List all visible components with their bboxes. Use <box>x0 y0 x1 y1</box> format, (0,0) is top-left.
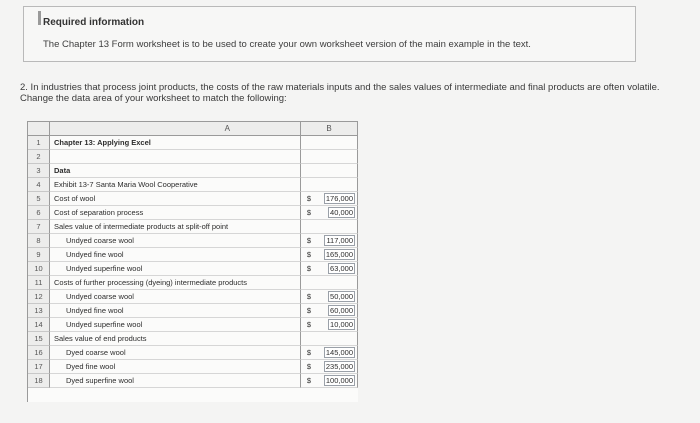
cell-a-label[interactable]: Cost of separation process <box>50 206 301 220</box>
value-input[interactable]: 100,000 <box>325 376 353 385</box>
cell-a-label[interactable]: Sales value of end products <box>50 332 301 346</box>
info-text: The Chapter 13 Form worksheet is to be used to create your own worksheet version of the main example in the text. <box>43 39 531 50</box>
cell-b-value[interactable] <box>317 192 358 206</box>
cell-b-value[interactable] <box>317 234 358 248</box>
cell-dollar-sign: $ <box>301 206 317 220</box>
cell-dollar-sign: $ <box>301 360 317 374</box>
value-input[interactable]: 10,000 <box>330 320 353 329</box>
cell-a-label[interactable] <box>50 150 301 164</box>
cell-dollar-sign: $ <box>301 248 317 262</box>
row-number[interactable]: 15 <box>28 332 50 346</box>
value-input[interactable]: 63,000 <box>330 264 353 273</box>
row-number[interactable]: 18 <box>28 374 50 388</box>
row-number[interactable]: 12 <box>28 290 50 304</box>
value-input[interactable]: 145,000 <box>325 348 353 357</box>
cell-b-value[interactable] <box>317 248 358 262</box>
row-number[interactable]: 17 <box>28 360 50 374</box>
value-input[interactable]: 40,000 <box>330 208 353 217</box>
row-number[interactable]: 7 <box>28 220 50 234</box>
row-number[interactable]: 2 <box>28 150 50 164</box>
row-number[interactable]: 13 <box>28 304 50 318</box>
cell-dollar-sign: $ <box>301 346 317 360</box>
worksheet <box>27 121 358 402</box>
cell-a-label[interactable]: Chapter 13: Applying Excel <box>50 136 301 150</box>
row-number[interactable]: 5 <box>28 192 50 206</box>
cell-dollar-sign <box>301 220 317 234</box>
corner-header <box>28 122 50 136</box>
cell-a-label[interactable]: Undyed fine wool <box>50 304 301 318</box>
question-text: 2. In industries that process joint products, the costs of the raw materials inputs and the sales values of intermediate and final products are often volatile. Change the data area of your worksheet to match the following: <box>20 82 660 104</box>
cell-a-label[interactable]: Exhibit 13-7 Santa Maria Wool Cooperative <box>50 178 301 192</box>
info-accent-bar <box>38 11 41 25</box>
cell-dollar-sign: $ <box>301 374 317 388</box>
cell-b-value[interactable] <box>317 304 358 318</box>
value-input[interactable]: 176,000 <box>325 194 353 203</box>
value-input[interactable]: 50,000 <box>330 292 353 301</box>
cell-b-value[interactable] <box>317 262 358 276</box>
row-number[interactable]: 14 <box>28 318 50 332</box>
cell-b-value[interactable] <box>317 178 358 192</box>
cell-a-label[interactable]: Undyed coarse wool <box>50 290 301 304</box>
row-number[interactable]: 6 <box>28 206 50 220</box>
cell-dollar-sign: $ <box>301 304 317 318</box>
row-number[interactable]: 10 <box>28 262 50 276</box>
cell-b-value[interactable] <box>317 220 358 234</box>
cell-dollar-sign: $ <box>301 290 317 304</box>
cell-a-label[interactable]: Dyed fine wool <box>50 360 301 374</box>
cell-dollar-sign: $ <box>301 262 317 276</box>
row-number[interactable]: 4 <box>28 178 50 192</box>
cell-b-value[interactable] <box>317 164 358 178</box>
cell-dollar-sign <box>301 178 317 192</box>
cell-a-label[interactable]: Costs of further processing (dyeing) intermediate products <box>50 276 301 290</box>
value-input[interactable]: 117,000 <box>326 236 353 245</box>
cell-b-value[interactable] <box>317 318 358 332</box>
row-number[interactable]: 16 <box>28 346 50 360</box>
cell-b-value[interactable] <box>317 136 358 150</box>
info-title: Required information <box>43 17 145 28</box>
value-input[interactable]: 165,000 <box>325 250 353 259</box>
cell-b-value[interactable] <box>317 360 358 374</box>
cell-dollar-sign <box>301 150 317 164</box>
cell-dollar-sign <box>301 164 317 178</box>
cell-a-label[interactable]: Undyed fine wool <box>50 248 301 262</box>
column-header-b[interactable]: B <box>301 122 358 136</box>
row-number[interactable]: 11 <box>28 276 50 290</box>
cell-b-value[interactable] <box>317 346 358 360</box>
cell-b-value[interactable] <box>317 206 358 220</box>
row-number[interactable]: 9 <box>28 248 50 262</box>
cell-a-label[interactable]: Undyed superfine wool <box>50 262 301 276</box>
cell-dollar-sign <box>301 276 317 290</box>
cell-b-value[interactable] <box>317 290 358 304</box>
cell-a-label[interactable]: Dyed coarse wool <box>50 346 301 360</box>
cell-a-label[interactable]: Data <box>50 164 301 178</box>
value-input[interactable]: 60,000 <box>330 306 353 315</box>
cell-a-label[interactable]: Cost of wool <box>50 192 301 206</box>
cell-b-value[interactable] <box>317 150 358 164</box>
column-header-a[interactable]: A <box>50 122 301 136</box>
row-number[interactable]: 8 <box>28 234 50 248</box>
row-number[interactable]: 3 <box>28 164 50 178</box>
cell-dollar-sign: $ <box>301 318 317 332</box>
cell-b-value[interactable] <box>317 332 358 346</box>
required-information-box <box>23 6 636 62</box>
cell-a-label[interactable]: Dyed superfine wool <box>50 374 301 388</box>
cell-b-value[interactable] <box>317 374 358 388</box>
cell-dollar-sign: $ <box>301 234 317 248</box>
cell-a-label[interactable]: Sales value of intermediate products at split-off point <box>50 220 301 234</box>
cell-a-label[interactable]: Undyed superfine wool <box>50 318 301 332</box>
cell-dollar-sign <box>301 332 317 346</box>
cell-dollar-sign: $ <box>301 192 317 206</box>
cell-dollar-sign <box>301 136 317 150</box>
cell-a-label[interactable]: Undyed coarse wool <box>50 234 301 248</box>
cell-b-value[interactable] <box>317 276 358 290</box>
value-input[interactable]: 235,000 <box>325 362 353 371</box>
row-number[interactable]: 1 <box>28 136 50 150</box>
